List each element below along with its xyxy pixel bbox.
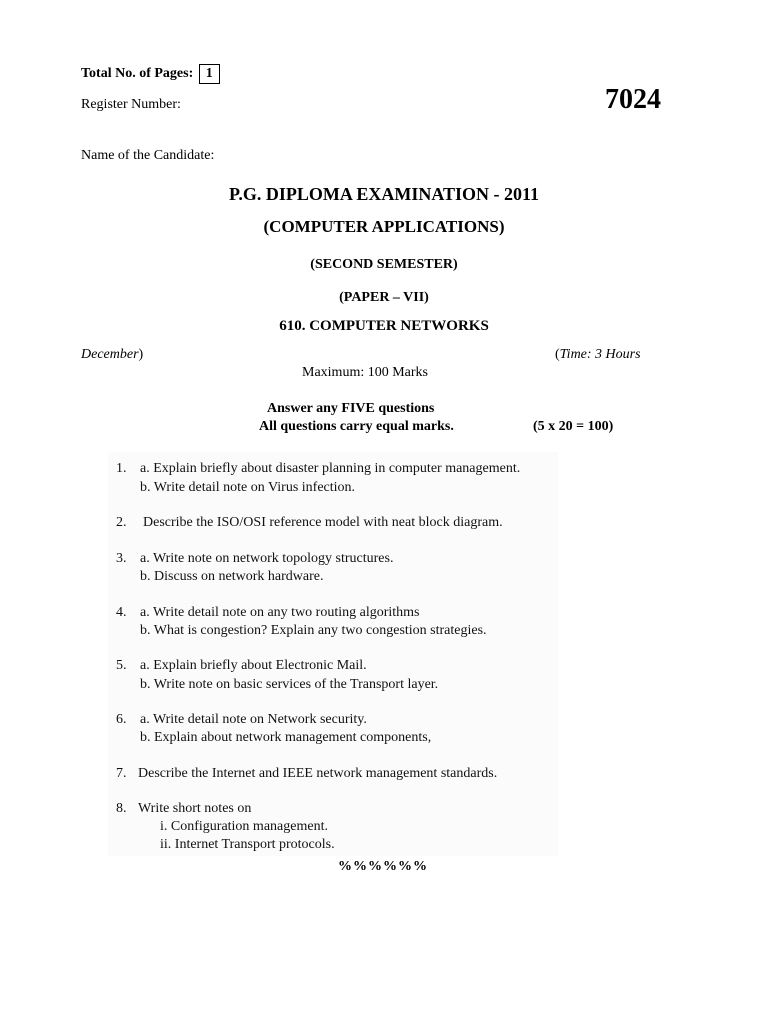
exam-semester: (SECOND SEMESTER)	[310, 257, 458, 272]
question-line: a. Write detail note on any two routing algorithms	[140, 605, 420, 620]
question-number: 8.	[116, 801, 127, 816]
question-number: 7.	[116, 766, 127, 781]
question-line: a. Write note on network topology structures.	[140, 551, 394, 566]
question-line: b. What is congestion? Explain any two congestion strategies.	[140, 623, 487, 638]
total-pages	[81, 64, 220, 84]
exam-month	[81, 347, 143, 363]
exam-month-suffix: )	[138, 347, 144, 362]
course-title: 610. COMPUTER NETWORKS	[279, 318, 489, 334]
question-subitem: ii. Internet Transport protocols.	[160, 837, 335, 852]
question-line: b. Discuss on network hardware.	[140, 569, 324, 584]
question-line: a. Write detail note on Network security.	[140, 712, 367, 727]
exam-paper: (PAPER – VII)	[339, 290, 429, 305]
instruction-equal-marks: All questions carry equal marks.	[259, 419, 454, 434]
question-number: 3.	[116, 551, 127, 566]
exam-time-value: Time: 3 Hours	[559, 347, 641, 362]
paper-code: 7024	[605, 84, 661, 115]
total-pages-value: 1	[199, 64, 220, 84]
question-subitem: i. Configuration management.	[160, 819, 328, 834]
question-number: 5.	[116, 658, 127, 673]
total-pages-label: Total No. of Pages:	[81, 66, 194, 82]
exam-month-name: December	[81, 347, 139, 362]
question-line: a. Explain briefly about disaster planning in computer management.	[140, 461, 521, 476]
question-number: 1.	[116, 461, 127, 476]
question-line: b. Explain about network management components,	[140, 730, 432, 745]
candidate-name-label: Name of the Candidate:	[81, 148, 215, 163]
question-number: 4.	[116, 605, 127, 620]
question-line: a. Explain briefly about Electronic Mail.	[140, 658, 367, 673]
end-mark: %%%%%%	[338, 859, 428, 874]
question-number: 2.	[116, 515, 127, 530]
instruction-answer: Answer any FIVE questions	[267, 401, 435, 416]
register-number-label: Register Number:	[81, 97, 181, 112]
exam-time-prefix: (	[555, 347, 560, 362]
question-line: Describe the ISO/OSI reference model with neat block diagram.	[143, 515, 503, 530]
question-number: 6.	[116, 712, 127, 727]
question-line: b. Write note on basic services of the Transport layer.	[140, 677, 439, 692]
max-marks: Maximum: 100 Marks	[302, 365, 428, 380]
question-line: Describe the Internet and IEEE network management standards.	[138, 766, 498, 781]
exam-time	[555, 347, 641, 363]
question-line: Write short notes on	[138, 801, 252, 816]
question-line: b. Write detail note on Virus infection.	[140, 480, 356, 495]
marks-formula: (5 x 20 = 100)	[533, 419, 614, 434]
exam-subject: (COMPUTER APPLICATIONS)	[263, 217, 505, 236]
questions-scan	[108, 452, 558, 856]
exam-title: P.G. DIPLOMA EXAMINATION - 2011	[228, 184, 540, 204]
